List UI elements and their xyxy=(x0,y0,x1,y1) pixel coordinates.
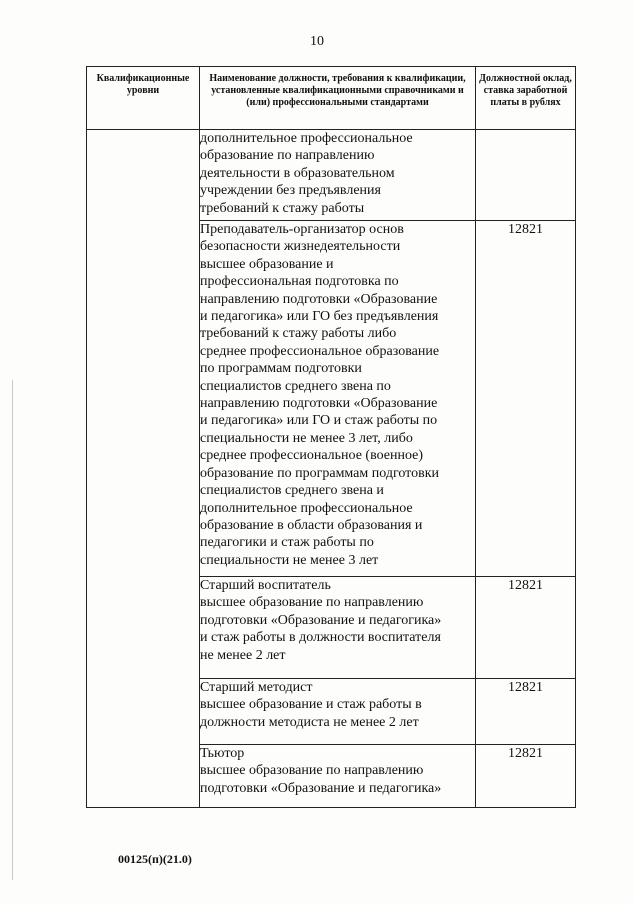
position-text: Преподаватель-организатор основ безопасности жизнедеятельности высшее образование и профессиональная подготовка по направлению подготовки «Образование и педагогика» или ГО без предъявления требований к стажу работы либо среднее профессиональное образование по программам подготовки специалистов среднего звена по направлению подготовки «Образование и педагогика» или ГО и стаж работы по специальности не менее 3 лет, либо среднее профессиональное (военное) образование по программам подготовки специалистов среднего звена и дополнительное профессиональное образование в области образования и педагогики и стаж работы по специальности не менее 3 лет xyxy=(200,221,476,577)
position-text: Тьютор высшее образование по направлению подготовки «Образование и педагогика» xyxy=(200,745,476,808)
position-text: Старший методист высшее образование и стаж работы в должности методиста не менее 2 лет xyxy=(200,679,476,745)
document-code: 00125(п)(21.0) xyxy=(118,852,192,866)
position-text: Старший воспитатель высшее образование по направлению подготовки «Образование и педагогика» и стаж работы в должности воспитателя не менее 2 лет xyxy=(200,577,476,679)
salary-cell: 12821 xyxy=(476,221,576,577)
header-position-requirements: Наименование должности, требования к квалификации, установленные квалификационными справочниками и (или) профессиональными стандартами xyxy=(200,67,476,130)
table-row xyxy=(87,130,576,221)
qualification-level-cell xyxy=(87,130,200,808)
qualification-table xyxy=(86,66,576,808)
salary-cell: 12821 xyxy=(476,679,576,745)
salary-cell: 12821 xyxy=(476,745,576,808)
header-qualification-levels: Квалификационные уровни xyxy=(87,67,200,130)
scan-artifact-line xyxy=(12,380,13,880)
position-text: дополнительное профессиональное образование по направлению деятельности в образовательном учреждении без предъявления требований к стажу работы xyxy=(200,130,476,221)
header-salary: Должностной оклад, ставка заработной платы в рублях xyxy=(476,67,576,130)
table-header-row xyxy=(87,67,576,130)
salary-cell: 12821 xyxy=(476,577,576,679)
page-number: 10 xyxy=(310,34,324,49)
salary-cell xyxy=(476,130,576,221)
